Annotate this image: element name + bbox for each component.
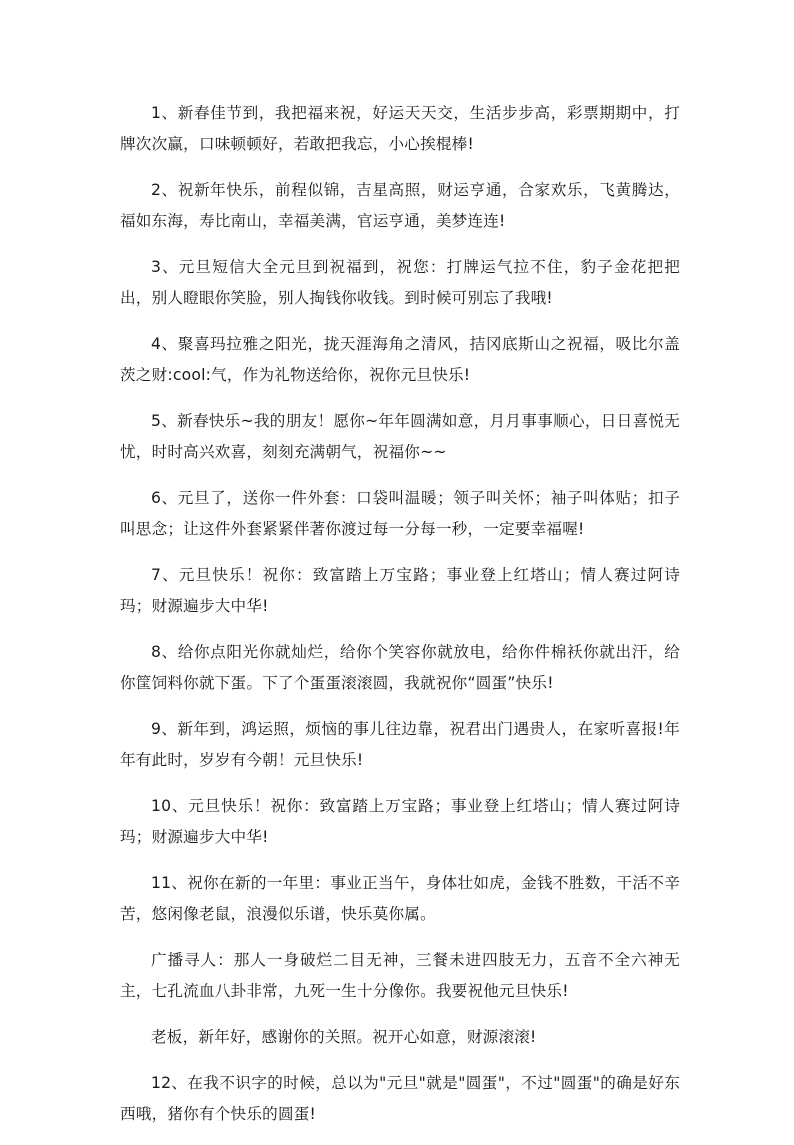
paragraph-3: 3、元旦短信大全元旦到祝福到，祝您：打牌运气拉不住，豹子金花把把出，别人瞪眼你笑脸，别人掏钱你收钱。到时候可别忘了我哦! <box>120 258 680 307</box>
document-body <box>120 98 680 1145</box>
paragraph-4: 4、聚喜玛拉雅之阳光，拢天涯海角之清风，拮冈底斯山之祝福，吸比尔盖茨之财:cool:气，作为礼物送给你，祝你元旦快乐! <box>120 335 680 384</box>
paragraph-1: 1、新春佳节到，我把福来祝，好运天天交，生活步步高，彩票期期中，打牌次次赢，口味顿顿好，若敢把我忘，小心挨棍棒! <box>120 104 680 153</box>
paragraph-2: 2、祝新年快乐，前程似锦，吉星高照，财运亨通，合家欢乐，飞黄腾达，福如东海，寿比南山，幸福美满，官运亨通，美梦连连! <box>120 181 680 230</box>
paragraph-broadcast: 广播寻人：那人一身破烂二目无神，三餐未进四肢无力，五音不全六神无主，七孔流血八卦非常，九死一生十分像你。我要祝他元旦快乐! <box>120 951 680 1000</box>
paragraph-10: 10、元旦快乐！祝你：致富踏上万宝路；事业登上红塔山；情人赛过阿诗玛；财源遍步大中华! <box>120 797 680 846</box>
paragraph-7: 7、元旦快乐！祝你：致富踏上万宝路；事业登上红塔山；情人赛过阿诗玛；财源遍步大中华! <box>120 566 680 615</box>
paragraph-5: 5、新春快乐~我的朋友！愿你~年年圆满如意，月月事事顺心，日日喜悦无忧，时时高兴欢喜，刻刻充满朝气，祝福你~~ <box>120 412 680 461</box>
paragraph-boss: 老板，新年好，感谢你的关照。祝开心如意，财源滚滚! <box>151 1028 537 1046</box>
paragraph-9: 9、新年到，鸿运照，烦恼的事儿往边靠，祝君出门遇贵人，在家听喜报!年年有此时，岁岁有今朝！元旦快乐! <box>120 720 680 769</box>
paragraph-8: 8、给你点阳光你就灿烂，给你个笑容你就放电，给你件棉袄你就出汗，给你筐饲料你就下蛋。下了个蛋蛋滚滚圆，我就祝你“圆蛋”快乐! <box>120 643 680 692</box>
paragraph-12: 12、在我不识字的时候，总以为"元旦"就是"圆蛋"，不过"圆蛋"的确是好东西哦，猪你有个快乐的圆蛋! <box>120 1074 680 1123</box>
paragraph-6: 6、元旦了，送你一件外套：口袋叫温暖；领子叫关怀；袖子叫体贴；扣子叫思念；让这件外套紧紧伴著你渡过每一分每一秒，一定要幸福喔! <box>120 489 680 538</box>
paragraph-11: 11、祝你在新的一年里：事业正当午，身体壮如虎，金钱不胜数，干活不辛苦，悠闲像老鼠，浪漫似乐谱，快乐莫你属。 <box>120 874 680 923</box>
